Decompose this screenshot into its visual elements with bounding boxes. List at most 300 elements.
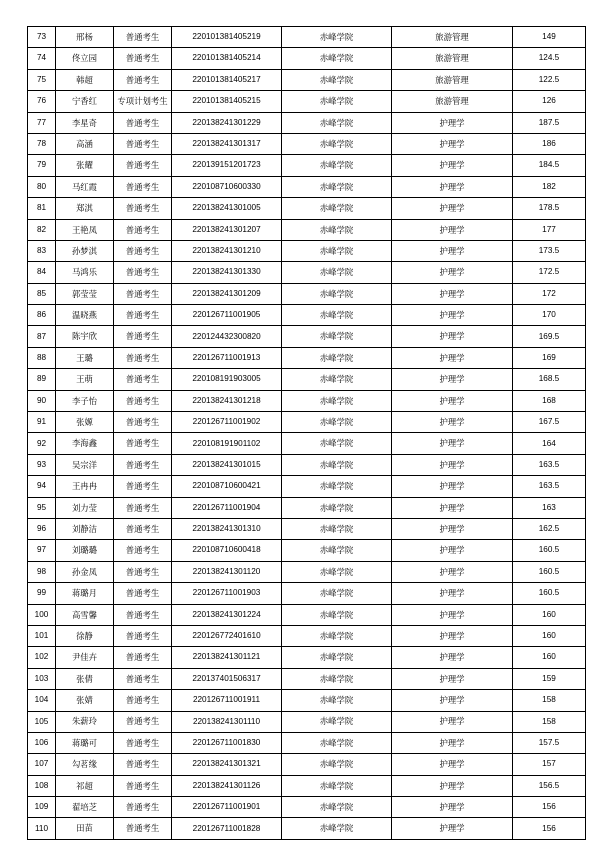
row-number: 109 xyxy=(28,797,56,818)
candidate-category: 普通考生 xyxy=(114,540,172,561)
student-name: 王冉冉 xyxy=(56,476,114,497)
student-name: 李星奇 xyxy=(56,112,114,133)
major-name: 护理学 xyxy=(392,476,513,497)
student-name: 李海鑫 xyxy=(56,433,114,454)
row-number: 97 xyxy=(28,540,56,561)
exam-number: 220124432300820 xyxy=(172,326,282,347)
candidate-category: 普通考生 xyxy=(114,754,172,775)
row-number: 84 xyxy=(28,262,56,283)
student-name: 徐静 xyxy=(56,625,114,646)
row-number: 73 xyxy=(28,27,56,48)
table-row xyxy=(28,711,586,732)
row-number: 94 xyxy=(28,476,56,497)
exam-number: 220108191903005 xyxy=(172,369,282,390)
student-name: 高雪馨 xyxy=(56,604,114,625)
table-body xyxy=(28,27,586,840)
exam-number: 220138241301317 xyxy=(172,133,282,154)
exam-number: 220101381405214 xyxy=(172,48,282,69)
school-name: 赤峰学院 xyxy=(282,112,392,133)
candidate-category: 普通考生 xyxy=(114,262,172,283)
exam-number: 220108710600330 xyxy=(172,176,282,197)
student-name: 马鸿乐 xyxy=(56,262,114,283)
school-name: 赤峰学院 xyxy=(282,69,392,90)
score-value: 126 xyxy=(513,91,586,112)
exam-number: 220138241301229 xyxy=(172,112,282,133)
score-value: 173.5 xyxy=(513,240,586,261)
score-value: 169.5 xyxy=(513,326,586,347)
school-name: 赤峰学院 xyxy=(282,198,392,219)
candidate-category: 普通考生 xyxy=(114,69,172,90)
candidate-category: 普通考生 xyxy=(114,625,172,646)
row-number: 101 xyxy=(28,625,56,646)
student-name: 佟立园 xyxy=(56,48,114,69)
candidate-category: 普通考生 xyxy=(114,818,172,839)
row-number: 89 xyxy=(28,369,56,390)
student-name: 吴宗洋 xyxy=(56,454,114,475)
score-value: 167.5 xyxy=(513,412,586,433)
candidate-category: 普通考生 xyxy=(114,176,172,197)
row-number: 102 xyxy=(28,647,56,668)
candidate-category: 普通考生 xyxy=(114,133,172,154)
student-name: 宁香红 xyxy=(56,91,114,112)
student-name: 李子怡 xyxy=(56,390,114,411)
table-row xyxy=(28,497,586,518)
exam-number: 220138241301126 xyxy=(172,775,282,796)
score-value: 156.5 xyxy=(513,775,586,796)
major-name: 护理学 xyxy=(392,583,513,604)
exam-number: 220126711001828 xyxy=(172,818,282,839)
school-name: 赤峰学院 xyxy=(282,155,392,176)
row-number: 88 xyxy=(28,347,56,368)
school-name: 赤峰学院 xyxy=(282,326,392,347)
score-value: 172 xyxy=(513,283,586,304)
row-number: 77 xyxy=(28,112,56,133)
candidate-category: 普通考生 xyxy=(114,326,172,347)
table-row xyxy=(28,112,586,133)
exam-number: 220126711001913 xyxy=(172,347,282,368)
student-name: 张倩 xyxy=(56,668,114,689)
score-value: 162.5 xyxy=(513,518,586,539)
candidate-category: 普通考生 xyxy=(114,690,172,711)
candidate-category: 普通考生 xyxy=(114,583,172,604)
major-name: 护理学 xyxy=(392,668,513,689)
student-name: 张嫄 xyxy=(56,412,114,433)
score-value: 187.5 xyxy=(513,112,586,133)
score-value: 160 xyxy=(513,625,586,646)
table-row xyxy=(28,412,586,433)
school-name: 赤峰学院 xyxy=(282,497,392,518)
exam-number: 220101381405215 xyxy=(172,91,282,112)
score-value: 124.5 xyxy=(513,48,586,69)
student-name: 邢杨 xyxy=(56,27,114,48)
candidate-category: 普通考生 xyxy=(114,390,172,411)
table-row xyxy=(28,27,586,48)
school-name: 赤峰学院 xyxy=(282,305,392,326)
row-number: 92 xyxy=(28,433,56,454)
major-name: 护理学 xyxy=(392,412,513,433)
candidate-category: 专项计划考生 xyxy=(114,91,172,112)
major-name: 护理学 xyxy=(392,690,513,711)
score-value: 163 xyxy=(513,497,586,518)
school-name: 赤峰学院 xyxy=(282,283,392,304)
exam-number: 220138241301321 xyxy=(172,754,282,775)
candidate-category: 普通考生 xyxy=(114,347,172,368)
student-name: 郑淇 xyxy=(56,198,114,219)
row-number: 75 xyxy=(28,69,56,90)
candidate-category: 普通考生 xyxy=(114,27,172,48)
school-name: 赤峰学院 xyxy=(282,775,392,796)
row-number: 83 xyxy=(28,240,56,261)
school-name: 赤峰学院 xyxy=(282,754,392,775)
major-name: 护理学 xyxy=(392,369,513,390)
table-row xyxy=(28,283,586,304)
table-row xyxy=(28,476,586,497)
major-name: 护理学 xyxy=(392,540,513,561)
row-number: 106 xyxy=(28,732,56,753)
exam-number: 220138241301015 xyxy=(172,454,282,475)
student-name: 蒋璐可 xyxy=(56,732,114,753)
major-name: 护理学 xyxy=(392,305,513,326)
table-row xyxy=(28,155,586,176)
student-name: 马红霞 xyxy=(56,176,114,197)
score-value: 163.5 xyxy=(513,476,586,497)
major-name: 护理学 xyxy=(392,647,513,668)
table-row xyxy=(28,69,586,90)
student-name: 勾茗缘 xyxy=(56,754,114,775)
student-name: 尹佳卉 xyxy=(56,647,114,668)
student-name: 张婧 xyxy=(56,690,114,711)
school-name: 赤峰学院 xyxy=(282,176,392,197)
score-value: 163.5 xyxy=(513,454,586,475)
row-number: 90 xyxy=(28,390,56,411)
major-name: 护理学 xyxy=(392,775,513,796)
student-name: 王萌 xyxy=(56,369,114,390)
school-name: 赤峰学院 xyxy=(282,454,392,475)
major-name: 护理学 xyxy=(392,732,513,753)
row-number: 80 xyxy=(28,176,56,197)
major-name: 护理学 xyxy=(392,390,513,411)
student-name: 温晓燕 xyxy=(56,305,114,326)
exam-number: 220126711001902 xyxy=(172,412,282,433)
table-row xyxy=(28,818,586,839)
candidate-category: 普通考生 xyxy=(114,797,172,818)
table-row xyxy=(28,433,586,454)
score-value: 122.5 xyxy=(513,69,586,90)
major-name: 护理学 xyxy=(392,454,513,475)
score-value: 182 xyxy=(513,176,586,197)
exam-number: 220108191901102 xyxy=(172,433,282,454)
school-name: 赤峰学院 xyxy=(282,262,392,283)
candidate-category: 普通考生 xyxy=(114,198,172,219)
major-name: 护理学 xyxy=(392,240,513,261)
exam-number: 220138241301121 xyxy=(172,647,282,668)
score-value: 186 xyxy=(513,133,586,154)
major-name: 护理学 xyxy=(392,497,513,518)
school-name: 赤峰学院 xyxy=(282,818,392,839)
candidate-category: 普通考生 xyxy=(114,732,172,753)
school-name: 赤峰学院 xyxy=(282,518,392,539)
exam-number: 220138241301210 xyxy=(172,240,282,261)
school-name: 赤峰学院 xyxy=(282,133,392,154)
row-number: 99 xyxy=(28,583,56,604)
student-name: 田苗 xyxy=(56,818,114,839)
major-name: 护理学 xyxy=(392,625,513,646)
school-name: 赤峰学院 xyxy=(282,668,392,689)
table-row xyxy=(28,754,586,775)
row-number: 79 xyxy=(28,155,56,176)
table-row xyxy=(28,262,586,283)
table-row xyxy=(28,561,586,582)
student-name: 高涵 xyxy=(56,133,114,154)
table-row xyxy=(28,305,586,326)
row-number: 82 xyxy=(28,219,56,240)
student-name: 韩超 xyxy=(56,69,114,90)
major-name: 旅游管理 xyxy=(392,48,513,69)
major-name: 护理学 xyxy=(392,112,513,133)
exam-number: 220108710600421 xyxy=(172,476,282,497)
student-name: 刘璐璐 xyxy=(56,540,114,561)
student-name: 刘静洁 xyxy=(56,518,114,539)
student-name: 孙梦淇 xyxy=(56,240,114,261)
score-value: 149 xyxy=(513,27,586,48)
table-row xyxy=(28,775,586,796)
row-number: 105 xyxy=(28,711,56,732)
candidate-category: 普通考生 xyxy=(114,647,172,668)
school-name: 赤峰学院 xyxy=(282,797,392,818)
major-name: 护理学 xyxy=(392,155,513,176)
school-name: 赤峰学院 xyxy=(282,219,392,240)
score-value: 168.5 xyxy=(513,369,586,390)
table-row xyxy=(28,625,586,646)
major-name: 护理学 xyxy=(392,262,513,283)
row-number: 103 xyxy=(28,668,56,689)
student-name: 孙金凤 xyxy=(56,561,114,582)
row-number: 85 xyxy=(28,283,56,304)
candidate-category: 普通考生 xyxy=(114,283,172,304)
table-row xyxy=(28,604,586,625)
exam-number: 220126711001904 xyxy=(172,497,282,518)
row-number: 91 xyxy=(28,412,56,433)
major-name: 护理学 xyxy=(392,433,513,454)
score-value: 159 xyxy=(513,668,586,689)
school-name: 赤峰学院 xyxy=(282,711,392,732)
major-name: 旅游管理 xyxy=(392,91,513,112)
exam-number: 220138241301218 xyxy=(172,390,282,411)
school-name: 赤峰学院 xyxy=(282,583,392,604)
row-number: 104 xyxy=(28,690,56,711)
major-name: 旅游管理 xyxy=(392,27,513,48)
exam-number: 220101381405217 xyxy=(172,69,282,90)
candidate-category: 普通考生 xyxy=(114,305,172,326)
school-name: 赤峰学院 xyxy=(282,347,392,368)
exam-number: 220138241301209 xyxy=(172,283,282,304)
score-value: 172.5 xyxy=(513,262,586,283)
table-row xyxy=(28,797,586,818)
table-row xyxy=(28,176,586,197)
exam-number: 220138241301110 xyxy=(172,711,282,732)
table-row xyxy=(28,583,586,604)
candidate-category: 普通考生 xyxy=(114,155,172,176)
candidate-category: 普通考生 xyxy=(114,711,172,732)
school-name: 赤峰学院 xyxy=(282,625,392,646)
row-number: 81 xyxy=(28,198,56,219)
candidate-category: 普通考生 xyxy=(114,219,172,240)
row-number: 110 xyxy=(28,818,56,839)
major-name: 护理学 xyxy=(392,754,513,775)
school-name: 赤峰学院 xyxy=(282,561,392,582)
major-name: 护理学 xyxy=(392,797,513,818)
score-value: 158 xyxy=(513,690,586,711)
row-number: 86 xyxy=(28,305,56,326)
table-row xyxy=(28,732,586,753)
score-value: 170 xyxy=(513,305,586,326)
student-name: 刘力莹 xyxy=(56,497,114,518)
admission-table xyxy=(27,26,586,840)
score-value: 184.5 xyxy=(513,155,586,176)
exam-number: 220138241301120 xyxy=(172,561,282,582)
candidate-category: 普通考生 xyxy=(114,240,172,261)
student-name: 翟培芝 xyxy=(56,797,114,818)
school-name: 赤峰学院 xyxy=(282,732,392,753)
student-name: 张耀 xyxy=(56,155,114,176)
table-row xyxy=(28,48,586,69)
candidate-category: 普通考生 xyxy=(114,454,172,475)
table-row xyxy=(28,690,586,711)
score-value: 177 xyxy=(513,219,586,240)
major-name: 护理学 xyxy=(392,818,513,839)
table-row xyxy=(28,240,586,261)
candidate-category: 普通考生 xyxy=(114,112,172,133)
candidate-category: 普通考生 xyxy=(114,775,172,796)
exam-number: 220138241301207 xyxy=(172,219,282,240)
table-row xyxy=(28,390,586,411)
exam-number: 220139151201723 xyxy=(172,155,282,176)
student-name: 陈宇欣 xyxy=(56,326,114,347)
school-name: 赤峰学院 xyxy=(282,476,392,497)
score-value: 160.5 xyxy=(513,540,586,561)
exam-number: 220126711001903 xyxy=(172,583,282,604)
table-row xyxy=(28,326,586,347)
row-number: 87 xyxy=(28,326,56,347)
table-row xyxy=(28,454,586,475)
table-row xyxy=(28,540,586,561)
major-name: 护理学 xyxy=(392,604,513,625)
exam-number: 220126711001830 xyxy=(172,732,282,753)
student-name: 朱薪玲 xyxy=(56,711,114,732)
table-row xyxy=(28,518,586,539)
admission-list-sheet xyxy=(27,26,585,840)
student-name: 郭莹莹 xyxy=(56,283,114,304)
table-row xyxy=(28,133,586,154)
row-number: 107 xyxy=(28,754,56,775)
student-name: 王璐 xyxy=(56,347,114,368)
school-name: 赤峰学院 xyxy=(282,540,392,561)
candidate-category: 普通考生 xyxy=(114,433,172,454)
row-number: 95 xyxy=(28,497,56,518)
exam-number: 220126711001905 xyxy=(172,305,282,326)
school-name: 赤峰学院 xyxy=(282,604,392,625)
score-value: 160 xyxy=(513,604,586,625)
row-number: 78 xyxy=(28,133,56,154)
table-row xyxy=(28,369,586,390)
score-value: 169 xyxy=(513,347,586,368)
candidate-category: 普通考生 xyxy=(114,518,172,539)
score-value: 160.5 xyxy=(513,583,586,604)
school-name: 赤峰学院 xyxy=(282,369,392,390)
table-row xyxy=(28,347,586,368)
row-number: 98 xyxy=(28,561,56,582)
major-name: 护理学 xyxy=(392,326,513,347)
candidate-category: 普通考生 xyxy=(114,369,172,390)
school-name: 赤峰学院 xyxy=(282,647,392,668)
major-name: 护理学 xyxy=(392,518,513,539)
score-value: 160.5 xyxy=(513,561,586,582)
row-number: 76 xyxy=(28,91,56,112)
row-number: 74 xyxy=(28,48,56,69)
school-name: 赤峰学院 xyxy=(282,91,392,112)
score-value: 158 xyxy=(513,711,586,732)
score-value: 178.5 xyxy=(513,198,586,219)
score-value: 157 xyxy=(513,754,586,775)
table-row xyxy=(28,668,586,689)
score-value: 156 xyxy=(513,797,586,818)
school-name: 赤峰学院 xyxy=(282,48,392,69)
candidate-category: 普通考生 xyxy=(114,476,172,497)
exam-number: 220126711001911 xyxy=(172,690,282,711)
school-name: 赤峰学院 xyxy=(282,412,392,433)
exam-number: 220126772401610 xyxy=(172,625,282,646)
table-row xyxy=(28,647,586,668)
exam-number: 220138241301310 xyxy=(172,518,282,539)
score-value: 168 xyxy=(513,390,586,411)
school-name: 赤峰学院 xyxy=(282,690,392,711)
exam-number: 220138241301224 xyxy=(172,604,282,625)
major-name: 护理学 xyxy=(392,198,513,219)
exam-number: 220138241301330 xyxy=(172,262,282,283)
major-name: 护理学 xyxy=(392,133,513,154)
candidate-category: 普通考生 xyxy=(114,668,172,689)
exam-number: 220138241301005 xyxy=(172,198,282,219)
exam-number: 220101381405219 xyxy=(172,27,282,48)
major-name: 护理学 xyxy=(392,176,513,197)
table-row xyxy=(28,219,586,240)
candidate-category: 普通考生 xyxy=(114,497,172,518)
school-name: 赤峰学院 xyxy=(282,390,392,411)
score-value: 160 xyxy=(513,647,586,668)
row-number: 96 xyxy=(28,518,56,539)
major-name: 护理学 xyxy=(392,561,513,582)
major-name: 护理学 xyxy=(392,711,513,732)
student-name: 王艳凤 xyxy=(56,219,114,240)
school-name: 赤峰学院 xyxy=(282,433,392,454)
major-name: 护理学 xyxy=(392,283,513,304)
student-name: 蒋璐月 xyxy=(56,583,114,604)
student-name: 祁超 xyxy=(56,775,114,796)
row-number: 93 xyxy=(28,454,56,475)
candidate-category: 普通考生 xyxy=(114,604,172,625)
candidate-category: 普通考生 xyxy=(114,561,172,582)
major-name: 护理学 xyxy=(392,219,513,240)
major-name: 护理学 xyxy=(392,347,513,368)
major-name: 旅游管理 xyxy=(392,69,513,90)
table-row xyxy=(28,91,586,112)
exam-number: 220126711001901 xyxy=(172,797,282,818)
score-value: 164 xyxy=(513,433,586,454)
row-number: 108 xyxy=(28,775,56,796)
exam-number: 220137401506317 xyxy=(172,668,282,689)
school-name: 赤峰学院 xyxy=(282,27,392,48)
exam-number: 220108710600418 xyxy=(172,540,282,561)
